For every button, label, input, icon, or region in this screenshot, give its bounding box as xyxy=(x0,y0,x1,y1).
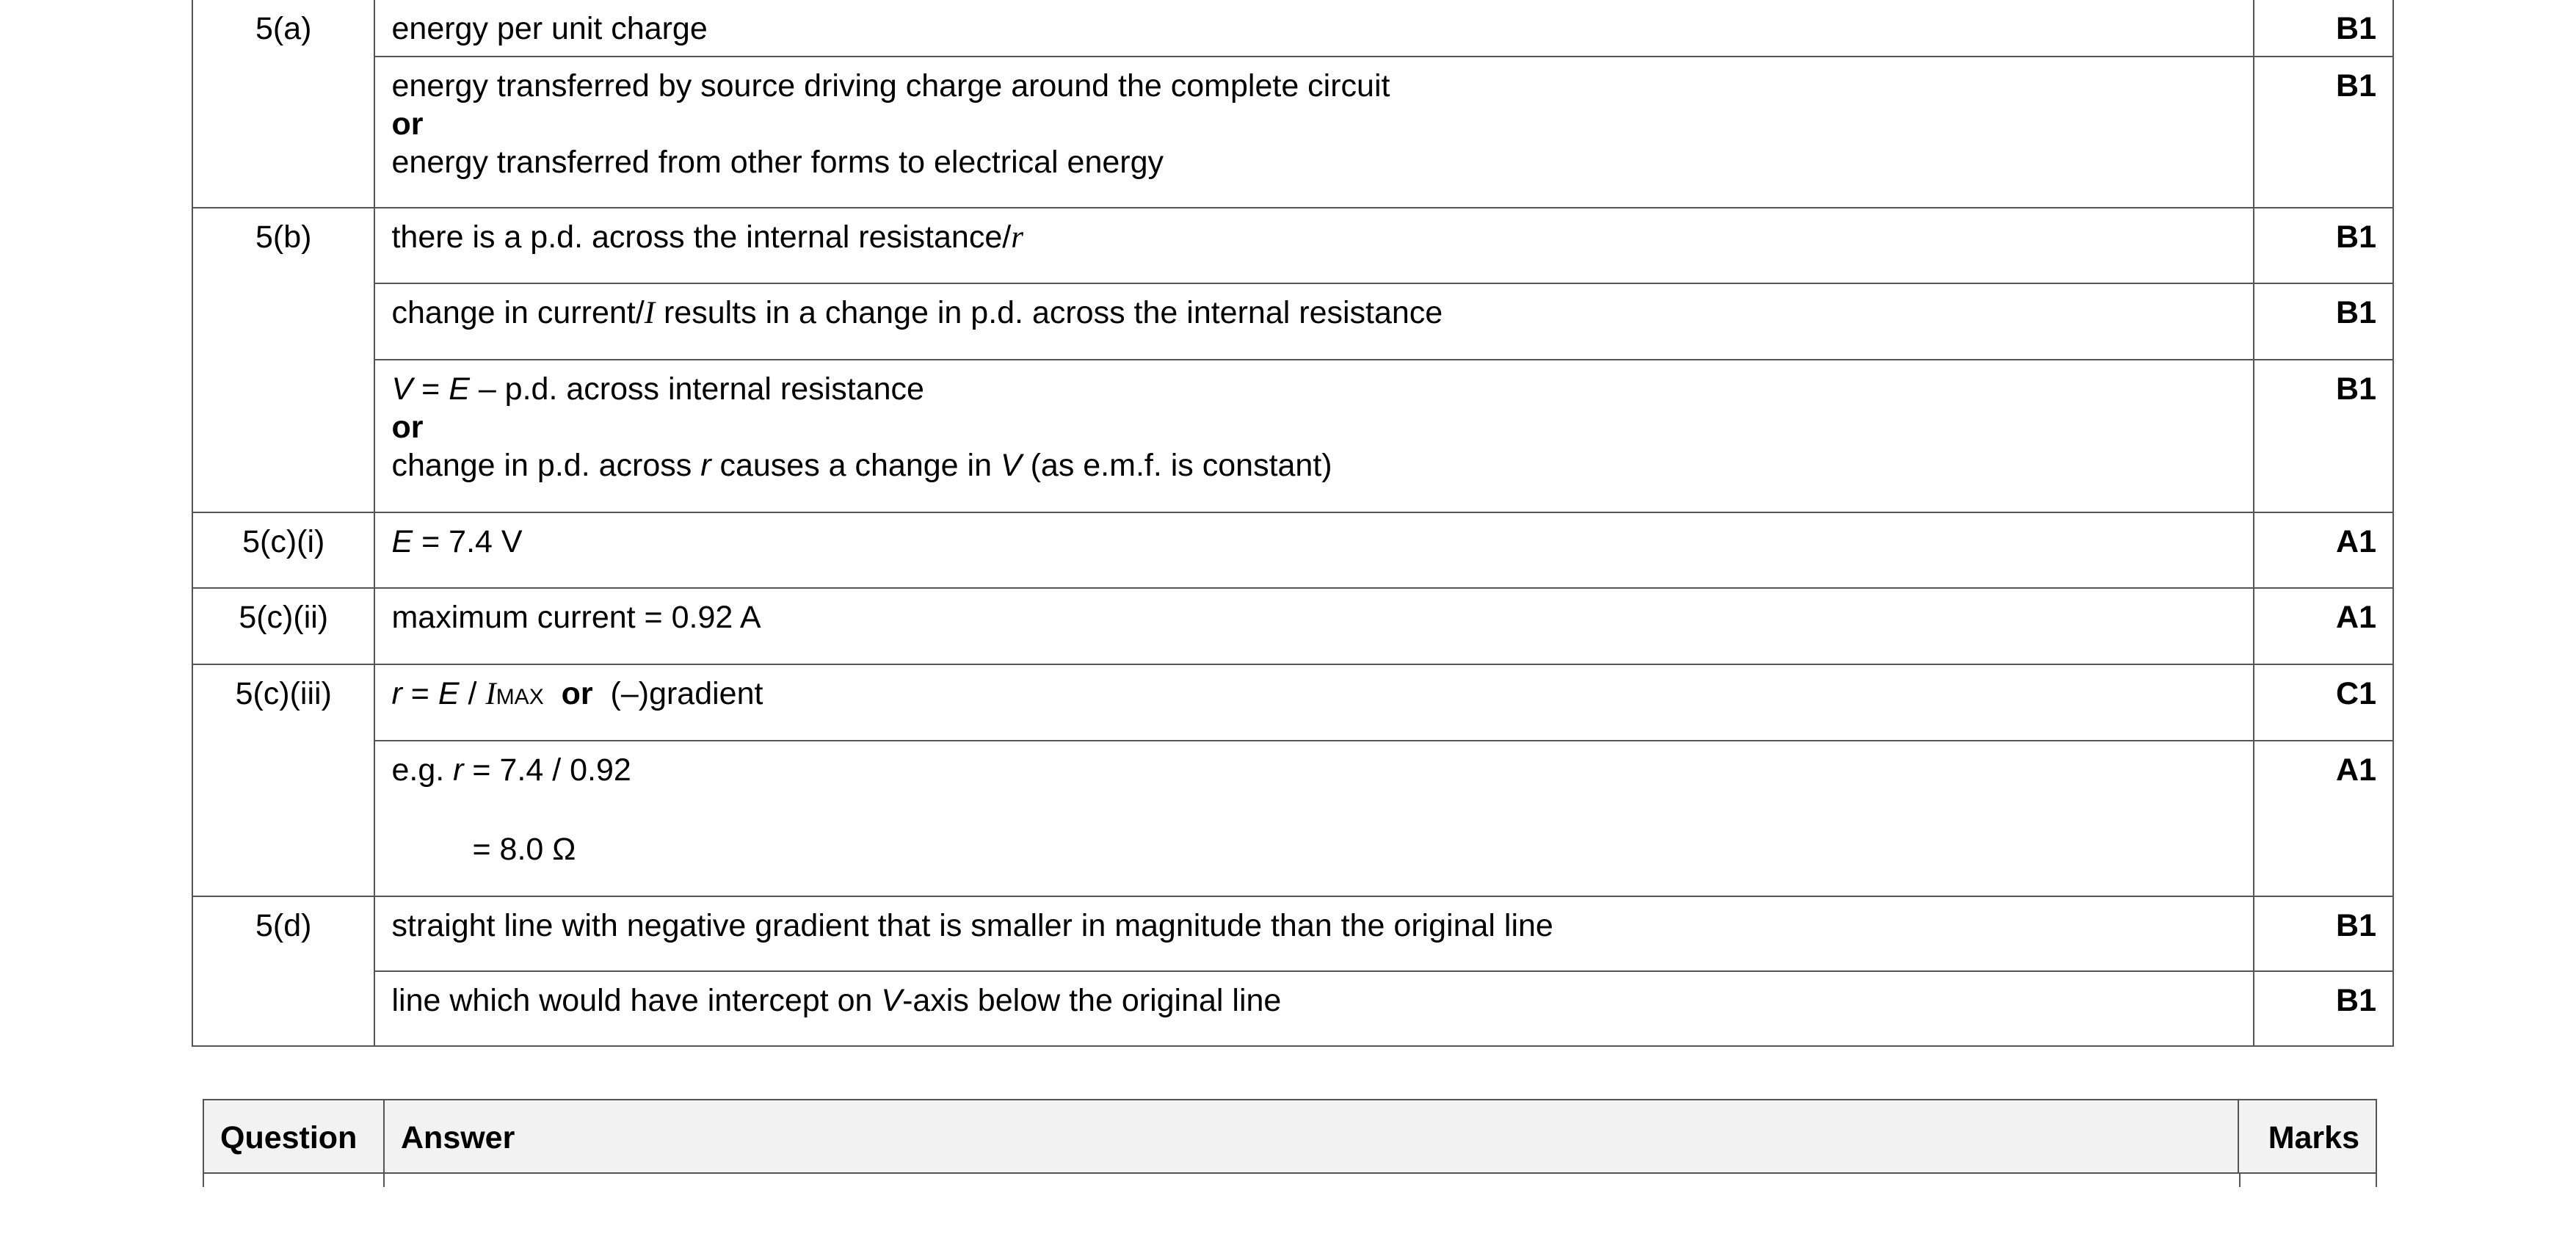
answer-text: causes a change in xyxy=(711,448,1001,483)
answer-text: = xyxy=(413,371,449,407)
table-row xyxy=(192,588,2393,664)
mark-cell: B1 xyxy=(2254,971,2393,1046)
mark-cell: B1 xyxy=(2254,57,2393,208)
answer-text: / xyxy=(459,676,486,711)
answer-text: energy transferred from other forms to electrical energy xyxy=(391,145,1164,180)
answer-text: – p.d. across internal resistance xyxy=(469,371,924,407)
question-number: 5(b) xyxy=(192,208,374,512)
symbol-r: r xyxy=(1011,220,1023,255)
symbol-e: E xyxy=(438,676,460,711)
answer-text: e.g. xyxy=(391,752,454,788)
mark-cell: A1 xyxy=(2254,512,2393,588)
mark-scheme-table xyxy=(192,0,2394,1047)
answer-text: results in a change in p.d. across the internal resistance xyxy=(655,295,1443,330)
mark-cell: A1 xyxy=(2254,741,2393,896)
table-row xyxy=(192,896,2393,971)
answer-cell xyxy=(374,208,2253,283)
mark-cell: B1 xyxy=(2254,283,2393,360)
answer-cell xyxy=(374,512,2253,588)
question-number: 5(c)(i) xyxy=(192,512,374,588)
question-number: 5(c)(ii) xyxy=(192,588,374,664)
answer-text: energy transferred by source driving charge around the complete circuit xyxy=(391,68,1390,104)
symbol-r: r xyxy=(391,676,402,711)
answer-cell xyxy=(374,664,2253,741)
symbol-i: I xyxy=(644,296,656,330)
question-number: 5(a) xyxy=(192,0,374,208)
symbol-r: r xyxy=(453,752,464,788)
header-answer: Answer xyxy=(384,1100,2238,1173)
answer-cell xyxy=(374,0,2253,57)
or-connector: or xyxy=(391,410,424,445)
answer-result: = 8.0 Ω xyxy=(472,832,576,867)
answer-cell xyxy=(374,57,2253,208)
symbol-i: I xyxy=(485,677,496,711)
answer-text: -axis below the original line xyxy=(902,983,1282,1018)
answer-text: (–)gradient xyxy=(610,676,763,711)
table-row xyxy=(192,360,2393,512)
answer-text: (as e.m.f. is constant) xyxy=(1021,448,1332,483)
answer-text: line which would have intercept on xyxy=(391,983,882,1018)
answer-text: = xyxy=(402,676,438,711)
table-row xyxy=(192,512,2393,588)
answer-text: = 7.4 / 0.92 xyxy=(463,752,631,788)
question-number: 5(d) xyxy=(192,896,374,1046)
table-row xyxy=(192,283,2393,360)
table-row xyxy=(192,741,2393,896)
answer-cell xyxy=(374,360,2253,512)
or-connector: or xyxy=(561,676,593,711)
mark-cell: B1 xyxy=(2254,360,2393,512)
answer-cell xyxy=(374,741,2253,896)
table-row xyxy=(192,664,2393,741)
table-row xyxy=(192,208,2393,283)
answer-text: change in p.d. across xyxy=(391,448,701,483)
symbol-r: r xyxy=(700,448,711,483)
answer-cell xyxy=(374,971,2253,1046)
mark-cell: C1 xyxy=(2254,664,2393,741)
header-question: Question xyxy=(203,1100,384,1173)
table-continuation xyxy=(203,1172,2377,1187)
symbol-e: E xyxy=(391,524,413,559)
question-number: 5(c)(iii) xyxy=(192,664,374,896)
header-marks: Marks xyxy=(2238,1100,2376,1173)
mark-cell: B1 xyxy=(2254,0,2393,57)
answer-text: there is a p.d. across the internal resistance/ xyxy=(391,219,1012,255)
or-connector: or xyxy=(391,106,424,142)
table-row xyxy=(192,971,2393,1046)
table-row xyxy=(192,0,2393,57)
subscript-max: MAX xyxy=(496,685,544,709)
answer-cell xyxy=(374,283,2253,360)
mark-cell: B1 xyxy=(2254,896,2393,971)
symbol-v: V xyxy=(881,983,903,1018)
symbol-v: V xyxy=(1000,448,1022,483)
answer-cell: maximum current = 0.92 A xyxy=(374,588,2253,664)
header-row xyxy=(203,1099,2377,1174)
answer-text: energy per unit charge xyxy=(391,11,708,46)
mark-cell: A1 xyxy=(2254,588,2393,664)
table-row xyxy=(192,57,2393,208)
answer-text: = 7.4 V xyxy=(413,524,523,559)
answer-text: change in current/ xyxy=(391,295,645,330)
answer-cell: straight line with negative gradient that is smaller in magnitude than the original line xyxy=(374,896,2253,971)
symbol-e: E xyxy=(449,371,470,407)
symbol-v: V xyxy=(391,371,413,407)
mark-cell: B1 xyxy=(2254,208,2393,283)
